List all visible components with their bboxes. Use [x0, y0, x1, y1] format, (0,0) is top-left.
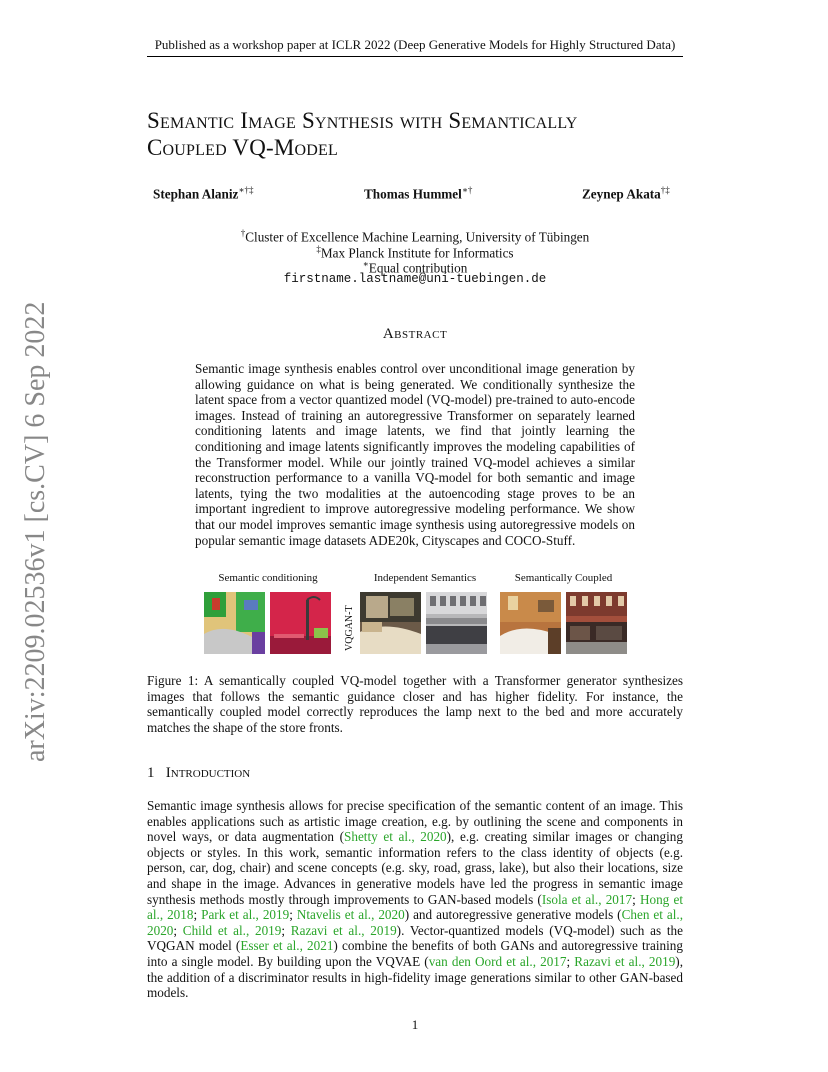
abstract-text: Semantic image synthesis enables control over unconditional image generation by allowing guidance on what is being generated. We conditionally synthesize the latent space from a vector quantized model (VQ-model) pre-trained to auto-encode images. Instead of training an autoregressive Transformer on separately learned conditioning latents and image latents, we find that jointly learning the conditioning and image latents significantly improves the modeling capabilities of the Transformer model. While our jointly trained VQ-model achieves a similar reconstruction performance to a vanilla VQ-model for both semantic and image latents, tying the two modalities at the autoencoding stage proves to be an important ingredient to improve autoregressive modeling performance. We show that our model improves semantic image synthesis using autoregressive models on popular semantic image datasets ADE20k, Cityscapes and COCO-Stuff. [195, 361, 635, 548]
affiliation-3-text: Equal contribution [368, 260, 468, 276]
author-1-name: Stephan Alaniz [153, 186, 239, 202]
citation-chen-2020[interactable]: Chen et al., 2020 [147, 907, 683, 938]
affiliation-1-mark: † [240, 228, 246, 238]
paper-title [147, 107, 707, 161]
affiliation-2-mark: ‡ [316, 244, 321, 254]
citation-park-2019[interactable]: Park et al., 2019 [201, 907, 290, 923]
citation-esser-2021[interactable]: Esser et al., 2021 [240, 938, 334, 954]
citation-shetty-2020[interactable]: Shetty et al., 2020 [344, 829, 447, 845]
figure-caption: Figure 1: A semantically coupled VQ-model together with a Transformer generator synthesizes images that follows the semantic guidance closer and has higher fidelity. For instance, the semantically coupled model correctly reproduces the lamp next to the bed and more accurately matches the shape of the store fronts. [147, 673, 683, 735]
intro-paragraph [147, 798, 683, 1001]
title-line-2: Coupled VQ-Model [147, 135, 338, 160]
citation-van-den-oord-2017[interactable]: van den Oord et al., 2017 [428, 953, 567, 969]
author-3-name: Zeynep Akata [582, 186, 661, 202]
title-line-1: Semantic Image Synthesis with Semantically [147, 108, 578, 133]
figure-label-semantic-conditioning: Semantic conditioning [218, 572, 318, 584]
affiliation-3-mark: ∗ [362, 259, 369, 269]
abstract-heading: Abstract [382, 326, 448, 342]
intro-text-5: ) combine the benefits of both GANs and autoregressive training into a single model. By building upon the VQVAE ( [147, 938, 683, 969]
author-3 [582, 185, 670, 202]
intro-text-2: ), e.g. creating similar images or changing objects or styles. In this work, semantic information refers to the class identity of objects (e.g. person, car, dog, chair) and scene concepts (e.g. sky, road, grass, lake), but also their locations, size and shape in the image. Advances in generative models have led the progress in semantic image synthesis methods mostly through improvements to GAN-based models ( [147, 829, 683, 907]
citation-razavi-2019-a[interactable]: Razavi et al., 2019 [290, 922, 397, 938]
intro-sep-4: ; [289, 907, 297, 923]
semantic-map-storefront [270, 592, 331, 654]
intro-text-4: ). Vector-quantized models (VQ-model) such as the VQGAN model ( [147, 922, 683, 954]
citation-hong-2018[interactable]: Hong et al., 2018 [147, 891, 683, 923]
photo-coupled-bedroom [500, 592, 561, 654]
affiliation-1-text: Cluster of Excellence Machine Learning, University of Tübingen [245, 229, 590, 245]
citation-razavi-2019-b[interactable]: Razavi et al., 2019 [574, 953, 676, 969]
citation-isola-2017[interactable]: Isola et al., 2017 [541, 891, 633, 907]
arxiv-stamp-text: arXiv:2209.02536v1 [cs.CV] 6 Sep 2022 [20, 301, 51, 762]
section-number: 1 [147, 765, 155, 781]
intro-sep-2: ; [632, 891, 640, 907]
vqgan-t-label [339, 593, 357, 655]
section-heading [147, 765, 250, 782]
figure-label-independent-semantics: Independent Semantics [373, 572, 477, 584]
intro-text-1: Semantic image synthesis allows for precise specification of the semantic content of an image. This enables applications such as artistic image creation, e.g. by outlining the scene and components in novel ways, or data augmentation ( [147, 798, 683, 845]
author-1-marks: ∗†‡ [238, 185, 254, 195]
page-number: 1 [411, 1017, 419, 1032]
intro-text-6: ), the addition of a discriminator results in high-fidelity image generations similar to other GAN-based models. [147, 953, 683, 1001]
section-title: Introduction [165, 765, 251, 781]
figure-label-semantically-coupled: Semantically Coupled [514, 572, 613, 584]
intro-sep-6: ; [173, 922, 183, 938]
author-1 [153, 185, 254, 202]
running-header: Published as a workshop paper at ICLR 2022 (Deep Generative Models for Highly Structured Data) [154, 37, 676, 52]
vqgan-t-text: VQGAN-T [344, 605, 355, 651]
author-2-marks: ∗† [461, 185, 473, 195]
intro-sep-7: ; [281, 922, 291, 938]
intro-sep-3: ; [193, 907, 202, 923]
arxiv-stamp [0, 0, 60, 1072]
author-2-name: Thomas Hummel [364, 186, 462, 202]
affiliation-2-text: Max Planck Institute for Informatics [320, 245, 514, 261]
photo-coupled-storefront [566, 592, 627, 654]
header-rule [147, 56, 683, 57]
photo-independent-storefront [426, 592, 487, 654]
photo-independent-bedroom [360, 592, 421, 654]
author-3-marks: †‡ [660, 185, 670, 195]
intro-text-3: ) and autoregressive generative models ( [404, 907, 622, 923]
semantic-map-bedroom [204, 592, 265, 654]
intro-sep-10: ; [566, 953, 575, 969]
author-2 [364, 185, 472, 202]
author-email: firstname.lastname@uni-tuebingen.de [283, 272, 547, 286]
citation-child-2019[interactable]: Child et al., 2019 [182, 922, 282, 938]
citation-ntavelis-2020[interactable]: Ntavelis et al., 2020 [296, 907, 405, 923]
